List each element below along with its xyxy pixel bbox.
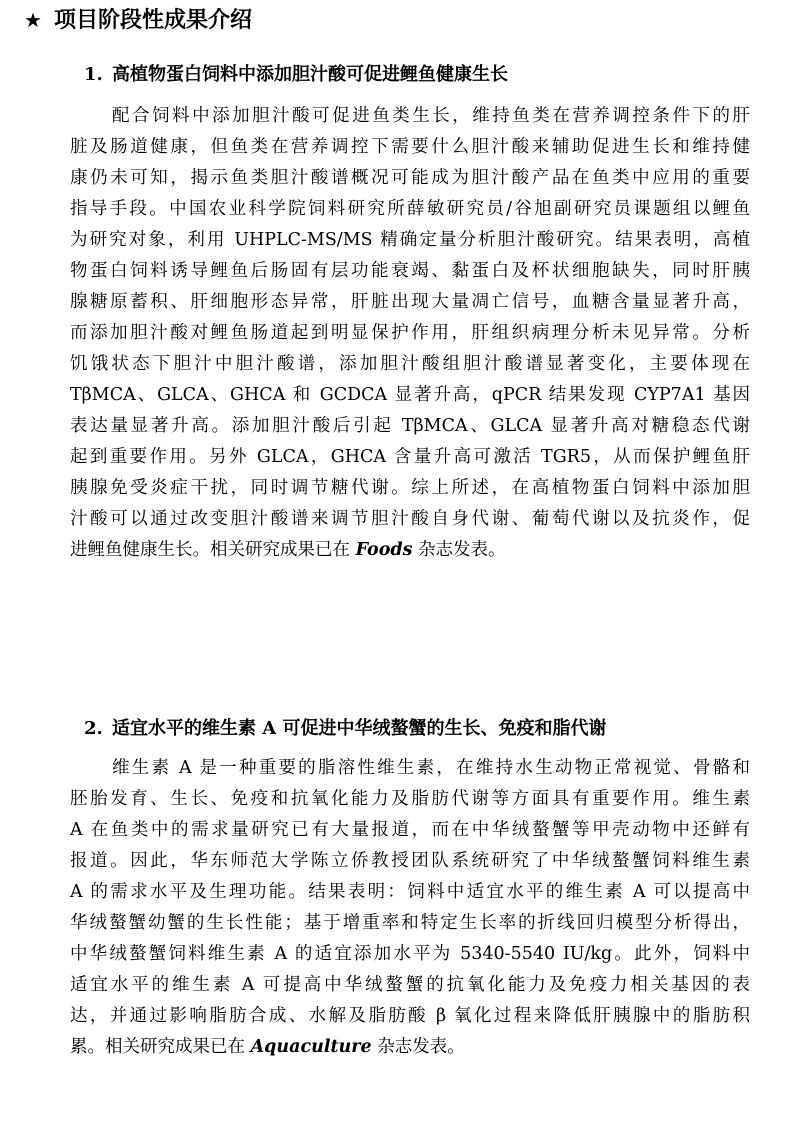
item-1-last-line-text: 进鲤鱼健康生长。相关研究成果已在 <box>70 540 356 560</box>
item-1-line: TβMCA、GLCA、GHCA 和 GCDCA 显著升高，qPCR 结果发现 CYP7A1 基因 <box>70 385 750 405</box>
journal-name-aquaculture: Aquaculture <box>250 1037 372 1057</box>
item-1-line: 而添加胆汁酸对鲤鱼肠道起到明显保护作用，肝组织病理分析未见异常。分析 <box>70 323 750 343</box>
item-2-title <box>84 716 607 742</box>
section-title: 项目阶段性成果介绍 <box>54 8 253 33</box>
item-2-line: 报道。因此，华东师范大学陈立侨教授团队系统研究了中华绒螯蟹饲料维生素 <box>70 851 750 871</box>
item-1-line: 物蛋白饲料诱导鲤鱼后肠固有层功能衰竭、黏蛋白及杯状细胞缺失，同时肝胰 <box>70 261 750 281</box>
item-2-line: A 的需求水平及生理功能。结果表明：饲料中适宜水平的维生素 A 可以提高中 <box>70 882 750 902</box>
item-1-line: 汁酸可以通过改变胆汁酸谱来调节胆汁酸自身代谢、葡萄代谢以及抗炎作，促 <box>70 509 750 529</box>
item-2-line: 中华绒螯蟹饲料维生素 A 的适宜添加水平为 5340-5540 IU/kg。此外，饲料中 <box>70 944 750 964</box>
item-1-line: 表达量显著升高。添加胆汁酸后引起 TβMCA、GLCA 显著升高对糖稳态代谢 <box>70 416 750 436</box>
item-1-line: 腺糖原蓄积、肝细胞形态异常，肝脏出现大量凋亡信号，血糖含量显著升高， <box>70 292 750 312</box>
item-1-line: 康仍未可知，揭示鱼类胆汁酸谱概况可能成为胆汁酸产品在鱼类中应用的重要 <box>70 168 750 188</box>
item-1-title-text: 高植物蛋白饲料中添加胆汁酸可促进鲤鱼健康生长 <box>112 64 508 85</box>
item-2-last-line-suffix: 杂志发表。 <box>371 1037 465 1057</box>
star-icon: ★ <box>24 8 42 32</box>
item-1-line: 饥饿状态下胆汁中胆汁酸谱，添加胆汁酸组胆汁酸谱显著变化，主要体现在 <box>70 354 750 374</box>
item-2-line: 胚胎发育、生长、免疫和抗氧化能力及脂肪代谢等方面具有重要作用。维生素 <box>70 789 750 809</box>
item-1-line: 指导手段。中国农业科学院饲料研究所薛敏研究员/谷旭副研究员课题组以鲤鱼 <box>70 199 750 219</box>
item-1-title <box>84 62 508 88</box>
item-2-line: 维生素 A 是一种重要的脂溶性维生素，在维持水生动物正常视觉、骨骼和 <box>112 758 750 778</box>
item-1-line: 配合饲料中添加胆汁酸可促进鱼类生长，维持鱼类在营养调控条件下的肝 <box>112 106 750 126</box>
item-2-number: 2. <box>84 718 103 739</box>
item-1-line: 胰腺免受炎症干扰，同时调节糖代谢。综上所述，在高植物蛋白饲料中添加胆 <box>70 478 750 498</box>
item-2-title-text: 适宜水平的维生素 A 可促进中华绒螯蟹的生长、免疫和脂代谢 <box>112 718 607 739</box>
item-1-number: 1. <box>84 64 103 85</box>
item-1-body <box>70 101 750 566</box>
item-2-last-line-text: 累。相关研究成果已在 <box>70 1037 251 1057</box>
item-1-line: 起到重要作用。另外 GLCA，GHCA 含量升高可激活 TGR5，从而保护鲤鱼肝 <box>70 447 750 467</box>
item-2-last-line <box>70 1032 750 1063</box>
item-1-line: 为研究对象，利用 UHPLC-MS/MS 精确定量分析胆汁酸研究。结果表明，高植 <box>70 230 750 250</box>
item-2-line: 适宜水平的维生素 A 可提高中华绒螯蟹的抗氧化能力及免疫力相关基因的表 <box>70 975 750 995</box>
item-1-line: 脏及肠道健康，但鱼类在营养调控下需要什么胆汁酸来辅助促进生长和维持健 <box>70 137 750 157</box>
item-2-body <box>70 753 750 1063</box>
item-1-last-line-suffix: 杂志发表。 <box>412 540 506 560</box>
section-heading <box>24 4 252 37</box>
item-2-line: 华绒螯蟹幼蟹的生长性能；基于增重率和特定生长率的折线回归模型分析得出， <box>70 913 750 933</box>
item-1-last-line <box>70 535 750 566</box>
journal-name-foods: Foods <box>355 540 413 560</box>
item-2-line: 达，并通过影响脂肪合成、水解及脂肪酸 β 氧化过程来降低肝胰腺中的脂肪积 <box>70 1006 750 1026</box>
item-2-line: A 在鱼类中的需求量研究已有大量报道，而在中华绒螯蟹等甲壳动物中还鲜有 <box>70 820 750 840</box>
